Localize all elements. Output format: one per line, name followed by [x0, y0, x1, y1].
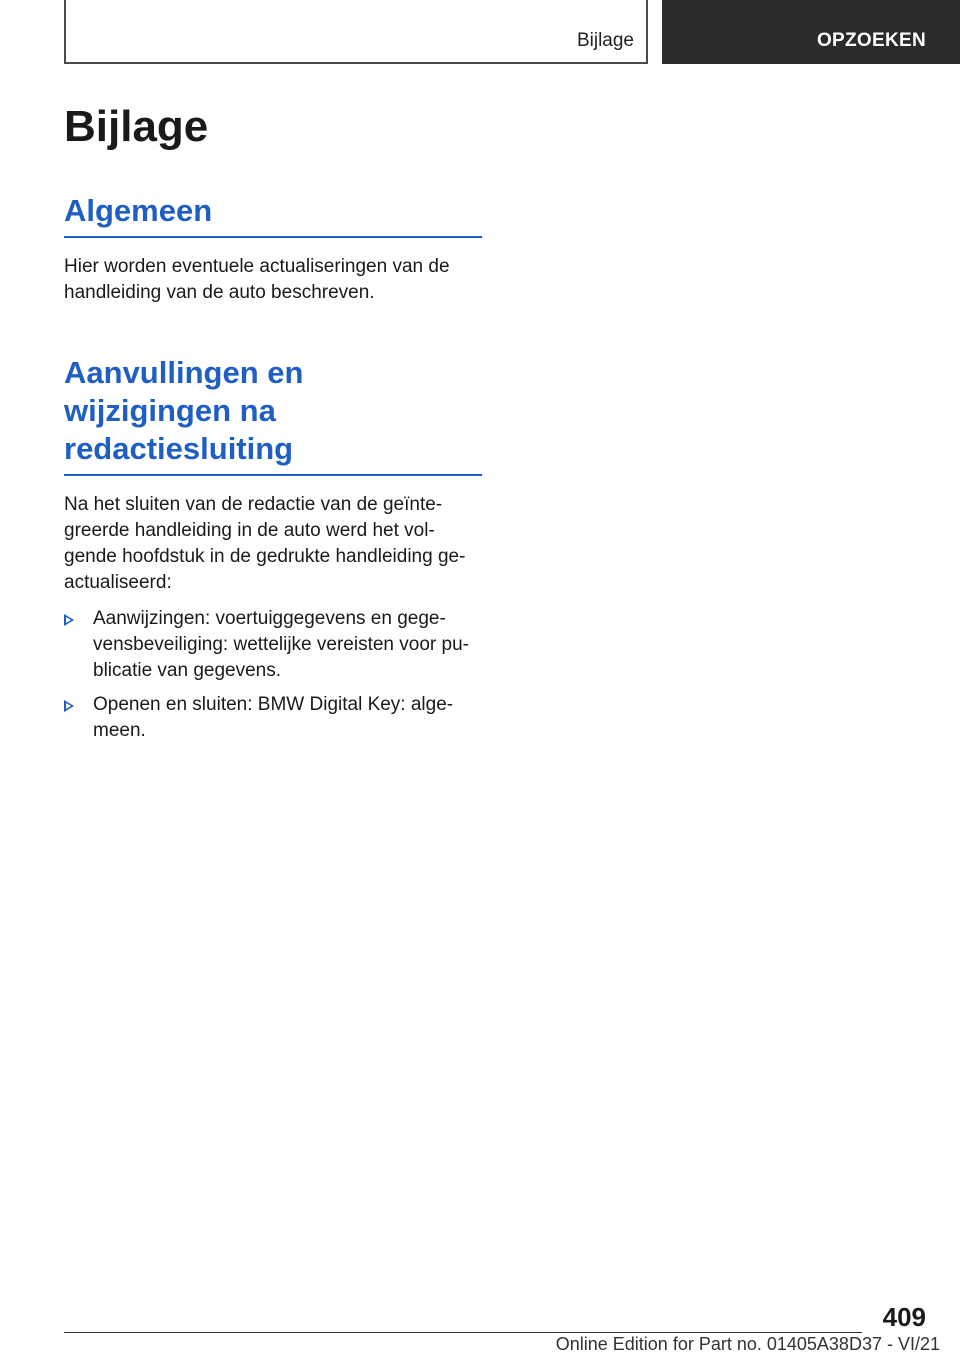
footer-edition: Online Edition for Part no. 01405A38D37 - VI/21 [555, 1334, 940, 1354]
list-item-text: Aanwijzingen: voertuiggegevens en gege-vensbeveiliging: wettelijke vereisten voor pu-blicatie van gegevens. [93, 608, 469, 681]
section-paragraph: Na het sluiten van de redactie van de geïnte-greerde handleiding in de auto werd het vol-gende hoofdstuk in de gedrukte handleiding ge-actualiseerd: [64, 494, 466, 593]
list-item [64, 692, 482, 744]
footer-divider [64, 1332, 862, 1333]
header-chapter-box [64, 0, 648, 64]
page-content [64, 100, 482, 752]
triangle-bullet-icon [64, 614, 74, 626]
triangle-bullet-icon [64, 700, 74, 712]
header-section-tab[interactable] [662, 0, 960, 64]
header-tab-label: OPZOEKEN [816, 30, 926, 51]
section-title-aanvullingen [64, 354, 482, 476]
section-paragraph: Hier worden eventuele actualiseringen van de handleiding van de auto beschreven. [64, 256, 450, 303]
section-title-line: wijzigingen na [64, 393, 276, 428]
list-item [64, 606, 482, 684]
section-title-line: redactiesluiting [64, 431, 294, 466]
bullet-list [64, 606, 482, 744]
list-item-text: Openen en sluiten: BMW Digital Key: alge-meen. [93, 694, 454, 741]
page-title: Bijlage [64, 102, 209, 151]
header-chapter-label: Bijlage [576, 30, 634, 51]
section-title-algemeen: Algemeen [64, 192, 482, 238]
section-title-line: Aanvullingen en [64, 355, 304, 390]
page-number: 409 [882, 1302, 926, 1332]
